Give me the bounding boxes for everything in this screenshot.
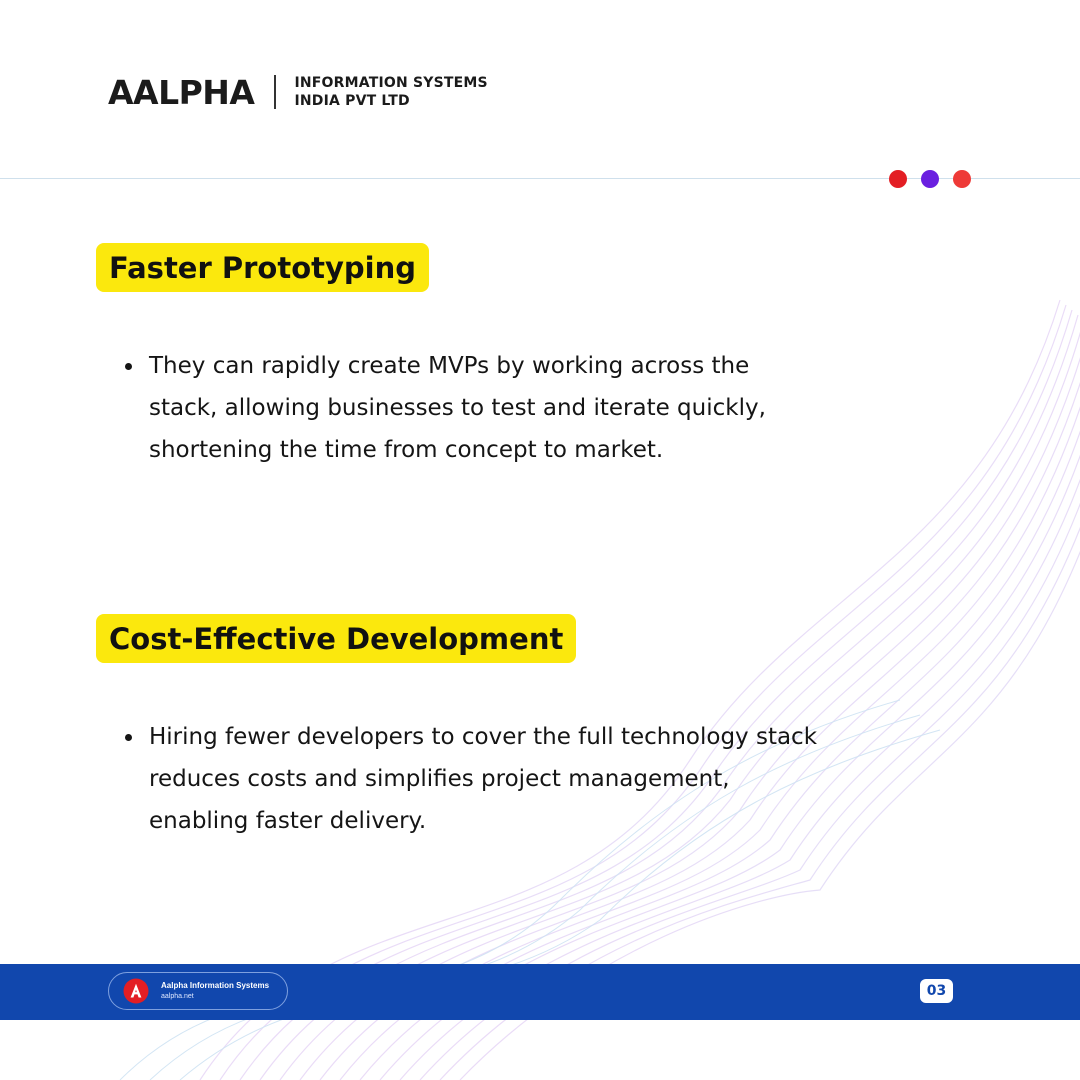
bullet-line: reduces costs and simplifies project management,	[149, 766, 730, 792]
company-logo	[108, 70, 488, 114]
bullet-line: They can rapidly create MVPs by working across the	[149, 353, 750, 379]
aalpha-a-logo-icon	[123, 978, 149, 1004]
logo-wordmark: AALPHA	[108, 72, 255, 112]
page-number-badge: 03	[920, 979, 953, 1003]
footer-company-badge[interactable]	[108, 972, 288, 1010]
decor-dot-coral	[953, 170, 971, 188]
logo-company-line-2: INDIA PVT LTD	[294, 93, 410, 109]
section-heading-cost-effective-development: Cost-Effective Development	[96, 614, 576, 663]
bullet-item	[149, 345, 766, 471]
footer-bar	[0, 964, 1080, 1020]
bullet-line: stack, allowing businesses to test and iterate quickly,	[149, 395, 766, 421]
decor-dot-purple	[921, 170, 939, 188]
bullet-list-faster-prototyping	[149, 345, 766, 471]
bullet-item	[149, 716, 817, 842]
bullet-list-cost-effective-development	[149, 716, 817, 842]
logo-divider	[274, 75, 276, 109]
decorative-dots	[889, 170, 971, 188]
bullet-line: enabling faster delivery.	[149, 808, 427, 834]
logo-company-line-1: INFORMATION SYSTEMS	[294, 75, 488, 91]
logo-company-name	[294, 74, 487, 110]
bullet-line: shortening the time from concept to market.	[149, 437, 664, 463]
bullet-line: Hiring fewer developers to cover the full technology stack	[149, 724, 818, 750]
section-heading-faster-prototyping: Faster Prototyping	[96, 243, 429, 292]
footer-website-link[interactable]: aalpha.net	[161, 993, 194, 1000]
footer-company-name: Aalpha Information Systems	[161, 981, 270, 990]
decor-dot-red	[889, 170, 907, 188]
